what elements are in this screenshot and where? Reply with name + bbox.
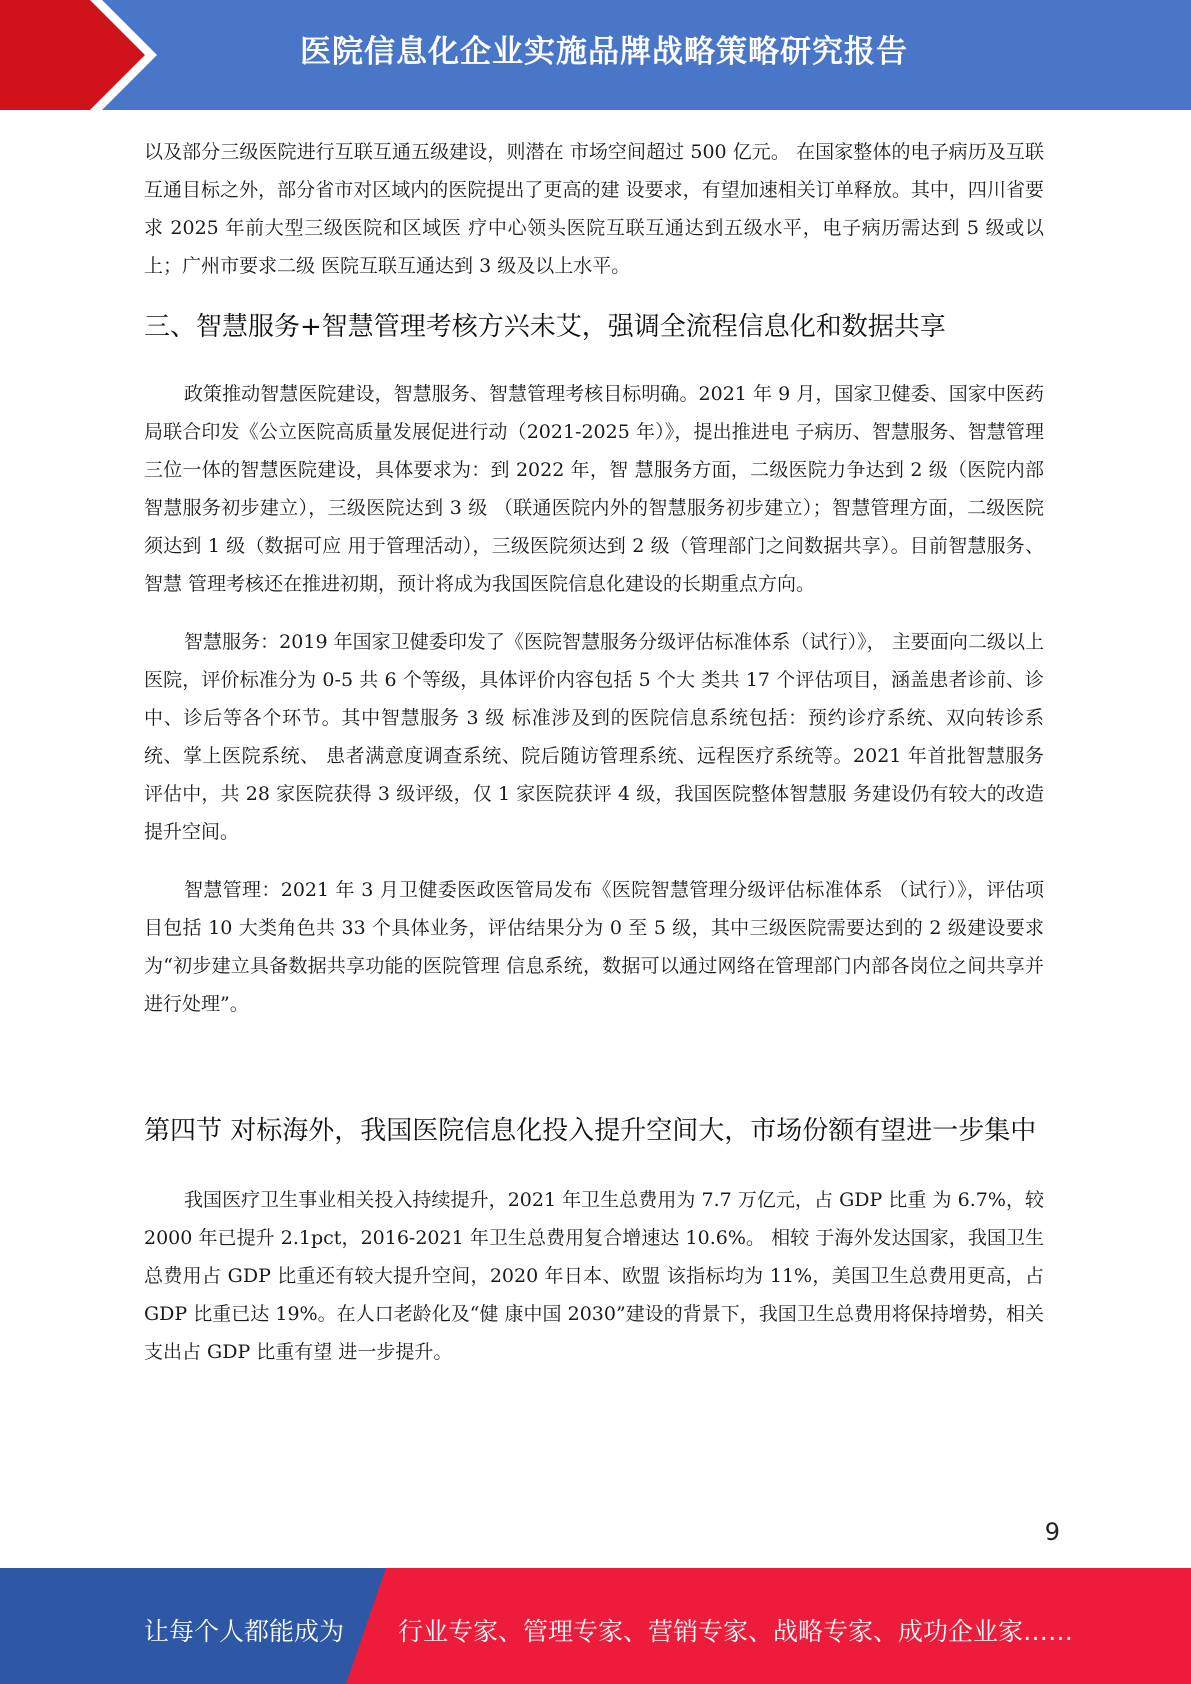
paragraph-health-expenditure: 我国医疗卫生事业相关投入持续提升，2021 年卫生总费用为 7.7 万亿元，占 GDP 比重 为 6.7%，较 2000 年已提升 2.1pct，2016-2021 年卫生总费用复合增速达 10.6%。 相较 于海外发达国家，我国卫生总费用占 GDP 比重还有较大提升空间，2020 年日本、欧盟 该指标均为 11%，美国卫生总费用更高，占 GDP 比重已达 19%。在人口老龄化及“健 康中国 2030”建设的背景下，我国卫生总费用将保持增势，相关支出占 GDP 比重有望 进一步提升。 bbox=[144, 1189, 1044, 1363]
page-footer bbox=[0, 1568, 1191, 1684]
footer-slogan-left: 让每个人都能成为 bbox=[144, 1617, 345, 1646]
footer-slogan-right: 行业专家、管理专家、营销专家、战略专家、成功企业家…… bbox=[398, 1617, 1074, 1646]
paragraph-continuation: 以及部分三级医院进行互联互通五级建设，则潜在 市场空间超过 500 亿元。 在国家整体的电子病历及互联互通目标之外，部分省市对区域内的医院提出了更高的建 设要求，有望加速相关订单释放。其中，四川省要求 2025 年前大型三级医院和区域医 疗中心领头医院互联互通达到五级水平，电子病历需达到 5 级或以上；广州市要求二级 医院互联互通达到 3 级及以上水平。 bbox=[144, 141, 1044, 277]
paragraph-smart-service: 智慧服务：2019 年国家卫健委印发了《医院智慧服务分级评估标准体系（试行）》， 主要面向二级以上医院，评价标准分为 0-5 共 6 个等级，具体评价内容包括 5 个大 类共 17 个评估项目，涵盖患者诊前、诊中、诊后等各个环节。其中智慧服务 3 级 标准涉及到的医院信息系统包括：预约诊疗系统、双向转诊系统、掌上医院系统、 患者满意度调查系统、院后随访管理系统、远程医疗系统等。2021 年首批智慧服务 评估中，共 28 家医院获得 3 级评级，仅 1 家医院获评 4 级，我国医院整体智慧服 务建设仍有较大的改造提升空间。 bbox=[144, 631, 1044, 843]
header-title: 医院信息化企业实施品牌战略策略研究报告 bbox=[300, 34, 908, 70]
document-body bbox=[144, 133, 1044, 1371]
section-heading-four: 第四节 对标海外，我国医院信息化投入提升空间大，市场份额有望进一步集中 bbox=[144, 1116, 1037, 1146]
paragraph-smart-management: 智慧管理：2021 年 3 月卫健委医政医管局发布《医院智慧管理分级评估标准体系 （试行）》，评估项目包括 10 大类角色共 33 个具体业务，评估结果分为 0 至 5 级，其中三级医院需要达到的 2 级建设要求为“初步建立具备数据共享功能的医院管理 信息系统，数据可以通过网络在管理部门内部各岗位之间共享并进行处理”。 bbox=[144, 879, 1044, 1015]
section-heading-three: 三、智慧服务+智慧管理考核方兴未艾，强调全流程信息化和数据共享 bbox=[144, 312, 946, 342]
page-number: 9 bbox=[1044, 1518, 1060, 1546]
paragraph-policy: 政策推动智慧医院建设，智慧服务、智慧管理考核目标明确。2021 年 9 月，国家卫健委、国家中医药局联合印发《公立医院高质量发展促进行动（2021-2025 年）》，提出推进电 子病历、智慧服务、智慧管理三位一体的智慧医院建设，具体要求为：到 2022 年，智 慧服务方面，二级医院力争达到 2 级（医院内部智慧服务初步建立），三级医院达到 3 级 （联通医院内外的智慧服务初步建立）；智慧管理方面，二级医院须达到 1 级（数据可应 用于管理活动），三级医院须达到 2 级（管理部门之间数据共享）。目前智慧服务、智慧 管理考核还在推进初期，预计将成为我国医院信息化建设的长期重点方向。 bbox=[144, 383, 1044, 595]
page-header bbox=[0, 0, 1191, 110]
